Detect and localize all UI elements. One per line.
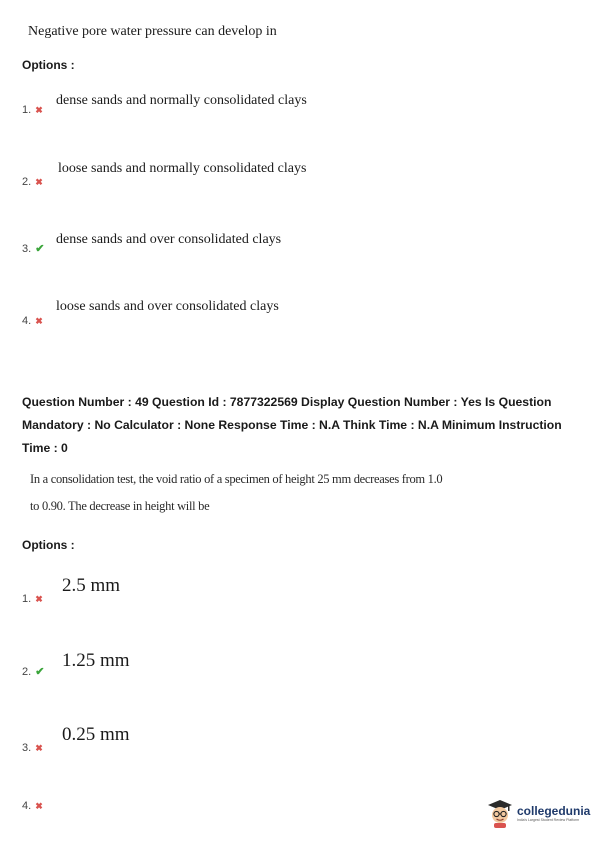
q1-option-4-number: 4. ✖	[22, 315, 43, 327]
student-mascot-icon	[486, 798, 514, 828]
q2-option-2-number: 2. ✔	[22, 666, 45, 678]
question-2-metadata: Question Number : 49 Question Id : 7877322569 Display Question Number : Yes Is Question Mandatory : No Calculator : None Response Time : N.A Think Time : N.A Minimum Instruction Time : 0	[22, 395, 562, 455]
q1-option-4-text: loose sands and over consolidated clays	[56, 299, 279, 314]
q1-option-2-text: loose sands and normally consolidated clays	[58, 161, 307, 176]
cross-icon: ✖	[35, 105, 43, 115]
collegedunia-logo	[486, 798, 590, 828]
q1-option-1-number: 1. ✖	[22, 104, 43, 116]
q2-option-4-number: 4. ✖	[22, 800, 43, 812]
cross-icon: ✖	[35, 801, 43, 811]
cross-icon: ✖	[35, 316, 43, 326]
q2-options-label: Options :	[22, 538, 75, 552]
logo-wordmark: collegedunia	[517, 804, 591, 818]
checkmark-icon: ✔	[35, 243, 45, 255]
q1-options-label: Options :	[22, 58, 75, 72]
question-1-text: Negative pore water pressure can develop in	[28, 24, 277, 39]
logo-tagline: India's Largest Student Review Platform	[517, 818, 580, 822]
cross-icon: ✖	[35, 177, 43, 187]
q1-option-2-number: 2. ✖	[22, 176, 43, 188]
q2-option-1-text: 2.5 mm	[62, 575, 121, 596]
question-2-text-line-2: to 0.90. The decrease in height will be	[30, 499, 210, 513]
q2-option-3-number: 3. ✖	[22, 742, 43, 754]
q1-option-3-number: 3. ✔	[22, 243, 45, 255]
q2-option-2-text: 1.25 mm	[62, 650, 130, 671]
q2-option-1-number: 1. ✖	[22, 593, 43, 605]
cross-icon: ✖	[35, 743, 43, 753]
q1-option-3-text: dense sands and over consolidated clays	[56, 232, 282, 247]
question-2-text-line-1: In a consolidation test, the void ratio of a specimen of height 25 mm decreases from 1.0	[30, 472, 443, 486]
cross-icon: ✖	[35, 594, 43, 604]
q1-option-1-text: dense sands and normally consolidated clays	[56, 93, 307, 108]
checkmark-icon: ✔	[35, 666, 45, 678]
q2-option-3-text: 0.25 mm	[62, 724, 130, 745]
